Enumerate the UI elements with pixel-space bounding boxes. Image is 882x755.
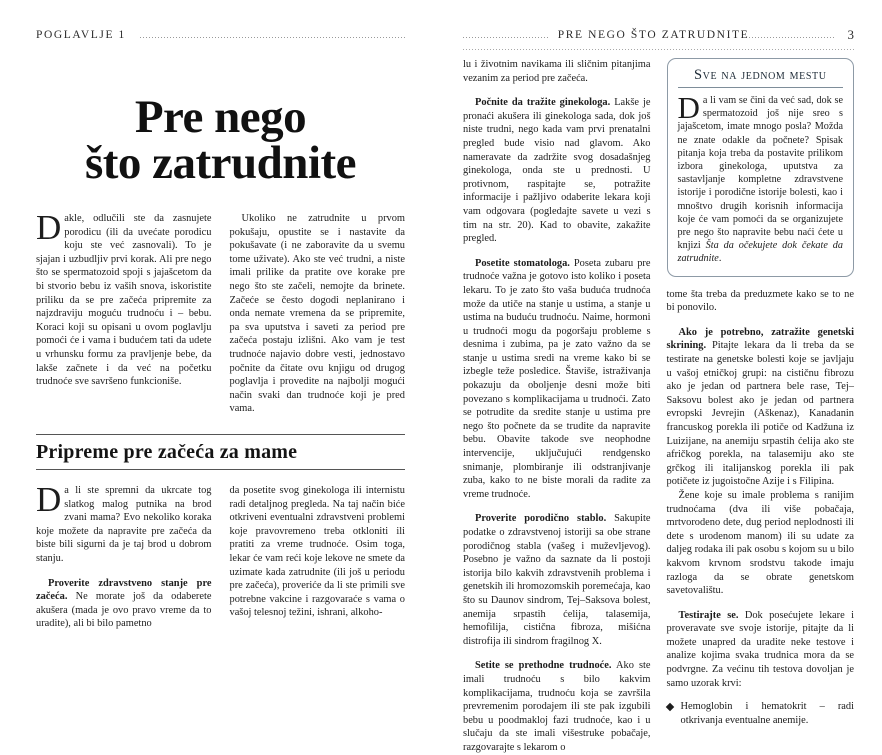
- left-page: [0, 0, 441, 635]
- runin-body: Lakše je pronaći akušera ili ginekologa sada, dok još niste trudni, nego kada vam prvi prenatalni pregled bude visio nad glavom. Ako nameravate da zadržite svog dosadašnjeg ginekologa, onda ste u prednosti. U protivnom, raspitajte se, potražite informacije i pažljivo odaberite lekara koji vam odgovara (pogledajte savete u vezi s tim na str. 20). Kad to obavite, zakažite pregled.: [463, 97, 651, 245]
- dotted-rule-icon: [140, 37, 405, 38]
- right-page-columns: [463, 58, 854, 753]
- runin-item-ginekolog: [463, 96, 651, 246]
- chapter-label: POGLAVLJE 1: [36, 29, 126, 41]
- dotted-rule-icon-right: [749, 37, 834, 38]
- sidebar-box: [667, 58, 855, 277]
- left-section-columns: [36, 480, 405, 631]
- runin-item-genetski-skrining: [667, 326, 855, 489]
- runin-item-zdravstveno: [36, 577, 212, 631]
- paragraph-zene-problemi: Žene koje su imale problema s ranijim trudnoćama (dva ili više pobačaja, mrtvorodeno dete, dug period neplodnosti ili dete s urodenom manom) ili su udate za daljeg rodaka ili pak osobu s kojom su u bilo kakvom krvnom srodstvu takode imaju razloga da se obrate genetskom savetovalištu.: [666, 489, 854, 597]
- section-intro-paragraph: Da li ste spremni da ukrcate tog slatkog malog putnika na brod zvani mama? Evo nekoliko koraka koje možete da napravite pre začeća da biste bili sigurni da je taj brod u dobrom stanju.: [36, 480, 212, 564]
- left-column-2: [230, 212, 406, 416]
- left-running-head: [36, 22, 405, 48]
- left-column-1: [36, 208, 212, 416]
- runin-heading: Setite se prethodne trudnoće.: [475, 660, 612, 672]
- sidebar-box-text: [677, 90, 844, 266]
- runin-item-prethodna-trudnoca: [463, 659, 651, 754]
- list-item: [667, 700, 855, 727]
- runin-heading: Testirajte se.: [678, 609, 739, 621]
- sidebar-book-title: Šta da očekujete dok čekate da zatrudnite: [677, 240, 843, 265]
- page-title: [36, 91, 405, 190]
- section-continued-paragraph: da posetite svog ginekologa ili internistu radi detaljnog pregleda. Na taj način biće otkriveni eventualni zdravstveni problemi koje pravovremeno treba otkloniti ili pratiti za vreme trudnoće. Osim toga, lekar će vam reći koje lekove ne smete da uzimate kada zatrudnite (ili još u periodu pre začeća), proveriće da li ste primili sve potrebne vakcine i razgovaraće s vama o vašoj telesnoj težini, ishrani, alkoho-: [229, 485, 405, 619]
- runin-heading: Počnite da tražite ginekologa.: [475, 97, 611, 109]
- runin-body: Poseta zubaru pre trudnoće važna je gotovo isto koliko i poseta lekaru. To je zato što vaša buduća trudnoća može da utiče na stanje u ustima, a stanje u ustima na buduću trudnoću. Naime, hormoni u trudnoći mogu da pogoršaju probleme s desnima i zubima, pa je zato važno da se stanje u ustima sredi na vreme kako bi se izbegle teže posledice. Štaviše, istraživanja pokazuju da oboljenje desni može biti povezano s komplikacijama u trudnoći. Zato se potrudite da sredite stanje u ustima pre nego što počnete da se trudite da napravite bebu. Obavite takode sve neophodne intervencije, uključujući rendgensko snimanje, plombiranje ili odstranjivanje zuba, kako to ne biste morali da radite za vreme trudnoće.: [463, 257, 651, 500]
- list-item-label: Hemoglobin i hematokrit – radi otkrivanja eventualne anemije.: [680, 701, 854, 726]
- runin-body: Sakupite podatke o zdravstvenoj istoriji sa obe strane porodičnog stabla (vašeg i muževljevog). Posebno je važno da saznate da li postoji istorija bilo kakvih zdravstvenih problema i genetskih ili hromozomskih poremećaja, kao što su Daunov sindrom, Tej–Saksova bolest, anemija srpastih ćelija, talasemija, hemofilija, cistična fibroza, mišićna distrofija ili sindrom fragilnog X.: [463, 513, 651, 647]
- sidebar-text-part2: .: [718, 253, 722, 265]
- heading-rule-bottom: [36, 469, 405, 470]
- right-page: [441, 0, 882, 753]
- right-column-2: [666, 58, 855, 726]
- left-section-column-2: [230, 484, 406, 631]
- runin-item-stomatolog: [463, 257, 651, 502]
- runin-heading: Proverite porodično stablo.: [475, 513, 607, 525]
- runin-body: Ne morate još da odaberete akušera (mada je ovo pravo vreme da to uradite), ali bi bilo pametno: [36, 591, 212, 630]
- continued-paragraph-col1: lu i životnim navikama ili sličnim pitanjima vezanim za period pre začeća.: [463, 59, 651, 84]
- running-head-underline: [463, 49, 854, 50]
- runin-body: Dok posećujete lekare i proveravate sve svoje istorije, pitajte da li možete unapred da uradite neke testove i analize kojima svaka trudnica mora da se podvrgne. Za većinu tih testova dovoljan je samo uzorak krvi:: [666, 609, 854, 689]
- diamond-bullet-icon: [665, 703, 673, 711]
- dotted-rule-icon-left: [463, 37, 548, 38]
- runin-item-porodicno-stablo: [463, 512, 651, 648]
- sidebar-title-rule: [678, 87, 844, 88]
- runin-body: Pitajte lekara da li treba da se testirate na genetske bolesti koje se javljaju u vašoj etničkoj grupi: na cističnu fibrozu ako je jedan od partnera bele rase, Tej–Saksovu bolest ako je jedan od partnera evropski Jevrejin (Aškenaz), Kanadanin francuskog porekla ili potiče od Kadžuna iz Luizijane, na anemiju srpastih ćelija ako ste afričkog porekla, na talasemiju ako ste grčkog ili italijanskog porekla ili pak potičete iz jugoistočne Azije i s Filipina.: [666, 340, 854, 488]
- section-heading-block: [36, 434, 405, 470]
- runin-item-testirajte-se: [667, 609, 855, 691]
- continued-paragraph-col2: tome šta treba da preduzmete kako se to ne bi ponovilo.: [666, 288, 854, 314]
- sidebar-box-title: Sve na jednom mestu: [693, 67, 827, 83]
- chapter-title-line2: što zatrudnite: [84, 137, 357, 190]
- left-section-column-1: [36, 480, 212, 631]
- runin-body: Ako ste imali trudnoću s bilo kakvim komplikacijama, trudnoću koja se završila prevremenim porodajem ili ste pak izgubili bebu u poodmakloj fazi trudnoće, kao i u slučaju da ste imali višestruke pobačaje, razgovarajte s lekarom o: [463, 660, 651, 753]
- right-running-head: [463, 22, 854, 48]
- intro-paragraph-col2: Ukoliko ne zatrudnite u prvom pokušaju, opustite se i nastavite da pokušavate (i ne zaboravite da u svemu tome uživate). Ako ste već trudni, a niste imali prilike da pratite ove korake pre nego što ste začeli, nemojte da brinete. Začeće se često dogodi neplanirano i onda nemate vremena da se pripremite, pa sva uputstva i saveti za period pre začeća postaju izlišni. Ako vam je test trudnoće najavio dobre vesti, jednostavo počnite da čitate ovu knjigu od drugog poglavlja i provedite na najbolji mogući način svaki dan trudnoće koji je pred vama.: [229, 213, 405, 415]
- intro-paragraph-col1: Dakle, odlučili ste da zasnujete porodicu (ili da uvećate porodicu koju ste već zasnovali). To je sjajan i uzbudljiv prvi korak. Ali pre nego što se spermatozoid spoji s jajašcetom da bi stvorio bebu iz vaših snova, iskoristite priliku da se pre začeća pripremite za najzdraviju moguću trudnoću i – bebu. Koraci koji su opisani u ovom poglavlju pomoći će i vama i budućem tati da udete u vrhunsku formu za pravljenje bebe, da lakše začnete i da već na početku trudnoće sve savršeno funkcioniše.: [36, 208, 212, 388]
- right-column-1: [463, 58, 651, 753]
- page-number: 3: [847, 27, 854, 42]
- left-intro-columns: [36, 208, 405, 416]
- chapter-title-line1: Pre nego: [134, 91, 307, 143]
- section-heading: Pripreme pre začeća za mame: [36, 441, 298, 463]
- book-section-label: PRE NEGO ŠTO ZATRUDNITE: [557, 29, 750, 41]
- runin-heading: Ako je potrebno, zatražite genetski skrining.: [666, 326, 854, 352]
- sidebar-text-part1: Da li vam se čini da već sad, dok se spermatozoid još nije sreo s jajašcetom, imate mnogo posla? Možda ne znate odakle da počnete? Spisak pitanja koja treba da postavite prilikom izbora ginekologa, uputstva za sastavljanje kompletne zdravstvene istorije i porodične istorije bolesti, kao i mnoštvo drugih korisnih informacija koje će vam pomoći da se organizujete pre nego što napravite bebu naći ćete u knjizi: [677, 90, 843, 252]
- runin-heading: Posetite stomatologa.: [475, 257, 570, 269]
- test-bullet-list: [667, 700, 855, 727]
- runin-heading: Proverite zdravstveno stanje pre začeća.: [36, 577, 212, 603]
